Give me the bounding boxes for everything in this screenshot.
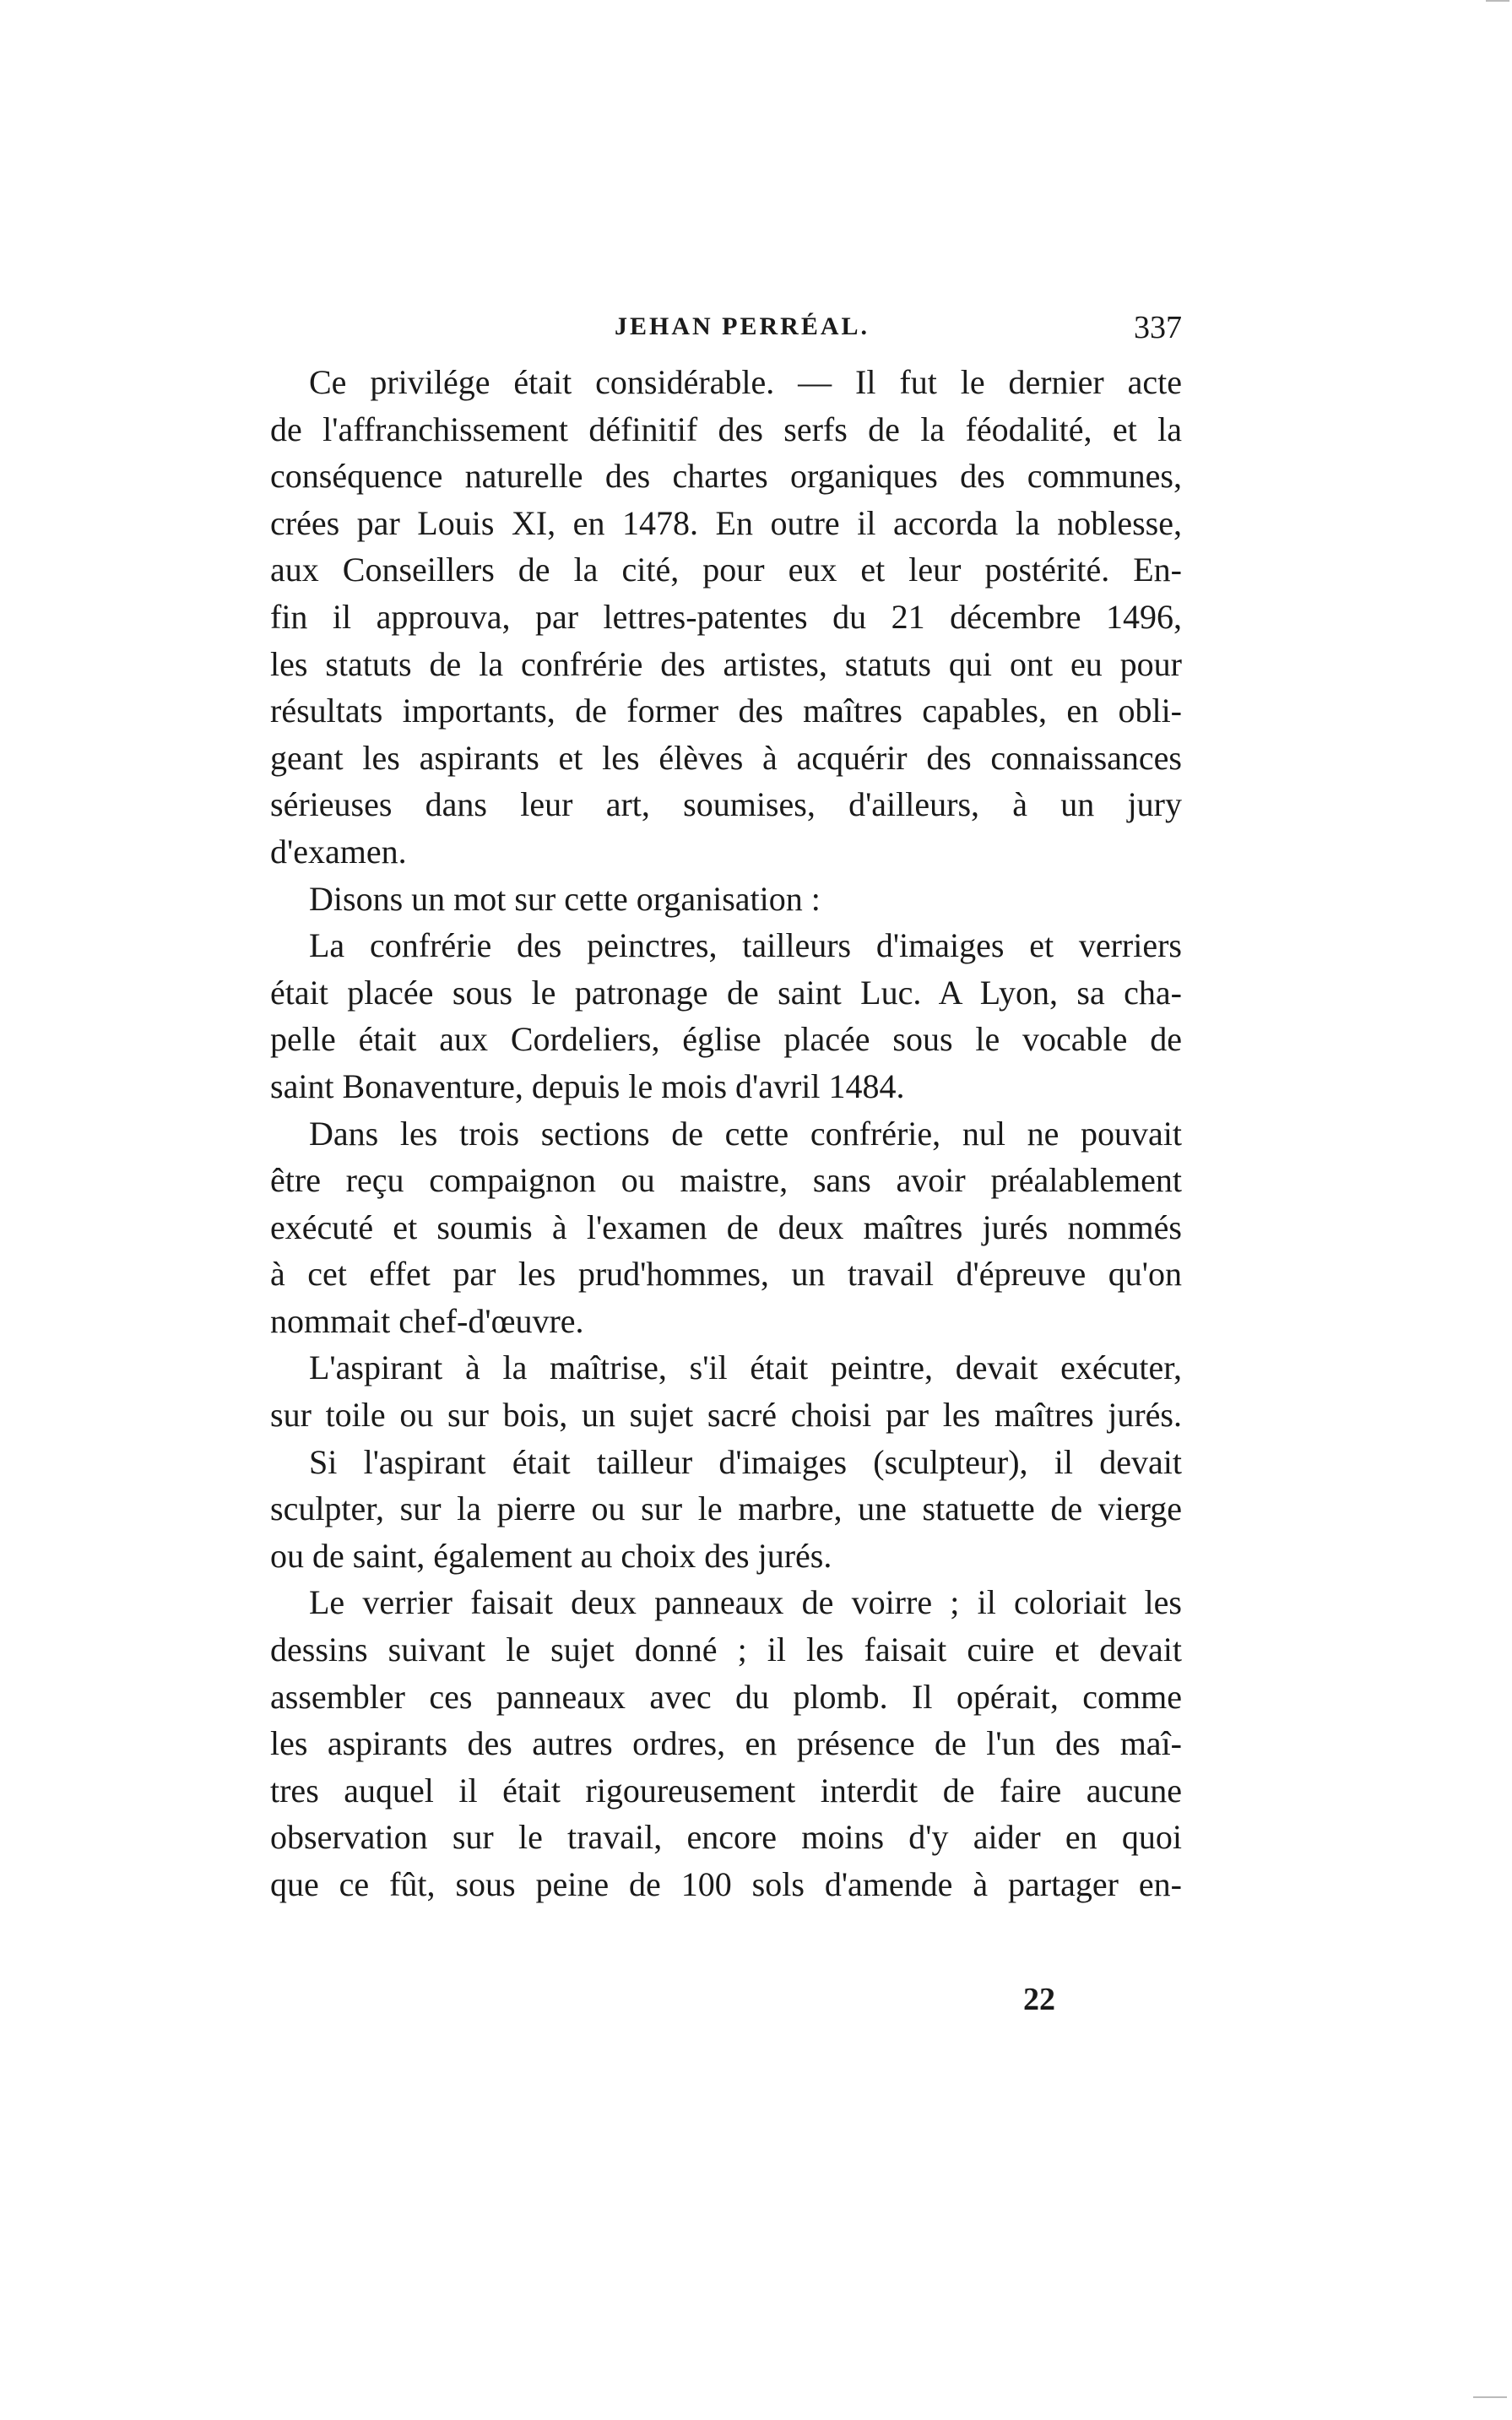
text-line: assembler ces panneaux avec du plomb. Il opérait, comme <box>270 1677 1182 1716</box>
scan-blemish <box>1486 0 1509 2</box>
text-line: nommait chef-d'œuvre. <box>270 1301 584 1340</box>
text-line: conséquence naturelle des chartes organiques des communes, <box>270 457 1182 496</box>
text-line: fin il approuva, par lettres-patentes du 21 décembre 1496, <box>270 597 1182 636</box>
text-line: observation sur le travail, encore moins d'y aider en quoi <box>270 1818 1182 1857</box>
text-line: Si l'aspirant était tailleur d'imaiges (sculpteur), il devait <box>309 1442 1182 1481</box>
running-head <box>270 309 1182 351</box>
text-line: pelle était aux Cordeliers, église placée sous le vocable de <box>270 1020 1182 1059</box>
text-line: sculpter, sur la pierre ou sur le marbre, une statuette de vierge <box>270 1489 1182 1528</box>
text-line: les statuts de la confrérie des artistes, statuts qui ont eu pour <box>270 644 1182 683</box>
text-line: L'aspirant à la maîtrise, s'il était peintre, devait exécuter, <box>309 1348 1182 1387</box>
text-line: d'examen. <box>270 832 407 871</box>
text-line: geant les aspirants et les élèves à acquérir des connaissances <box>270 738 1182 777</box>
text-line: sur toile ou sur bois, un sujet sacré choisi par les maîtres jurés. <box>270 1396 1182 1435</box>
text-line: saint Bonaventure, depuis le mois d'avril 1484. <box>270 1066 905 1105</box>
text-line: crées par Louis XI, en 1478. En outre il accorda la noblesse, <box>270 503 1182 542</box>
signature-mark: 22 <box>1023 1982 1055 2017</box>
text-line: les aspirants des autres ordres, en présence de l'un des maî- <box>270 1724 1182 1763</box>
text-line: de l'affranchissement définitif des serfs de la féodalité, et la <box>270 410 1182 448</box>
body-text <box>270 359 1182 1908</box>
running-title: JEHAN PERRÉAL. <box>615 312 870 340</box>
text-line: était placée sous le patronage de saint Luc. A Lyon, sa cha- <box>270 973 1182 1012</box>
text-line: tres auquel il était rigoureusement interdit de faire aucune <box>270 1771 1182 1810</box>
page-number: 337 <box>1134 310 1182 345</box>
text-line: être reçu compaignon ou maistre, sans avoir préalablement <box>270 1161 1182 1200</box>
scan-blemish <box>1473 2396 1507 2398</box>
text-line: ou de saint, également au choix des jurés. <box>270 1536 832 1575</box>
text-line: que ce fût, sous peine de 100 sols d'amende à partager en- <box>270 1865 1182 1903</box>
text-line: La confrérie des peinctres, tailleurs d'imaiges et verriers <box>309 926 1182 965</box>
text-line: exécuté et soumis à l'examen de deux maîtres jurés nommés <box>270 1207 1182 1246</box>
text-line: résultats importants, de former des maîtres capables, en obli- <box>270 692 1182 730</box>
text-line: dessins suivant le sujet donné ; il les faisait cuire et devait <box>270 1631 1182 1669</box>
text-line: Dans les trois sections de cette confrérie, nul ne pouvait <box>309 1114 1182 1153</box>
text-line: Disons un mot sur cette organisation : <box>309 879 821 918</box>
text-line: aux Conseillers de la cité, pour eux et leur postérité. En- <box>270 551 1182 589</box>
text-line: à cet effet par les prud'hommes, un travail d'épreuve qu'on <box>270 1255 1182 1294</box>
text-line: Le verrier faisait deux panneaux de voirre ; il coloriait les <box>309 1583 1182 1622</box>
text-line: sérieuses dans leur art, soumises, d'ailleurs, à un jury <box>270 785 1182 824</box>
text-line: Ce privilége était considérable. — Il fut le dernier acte <box>309 363 1182 401</box>
